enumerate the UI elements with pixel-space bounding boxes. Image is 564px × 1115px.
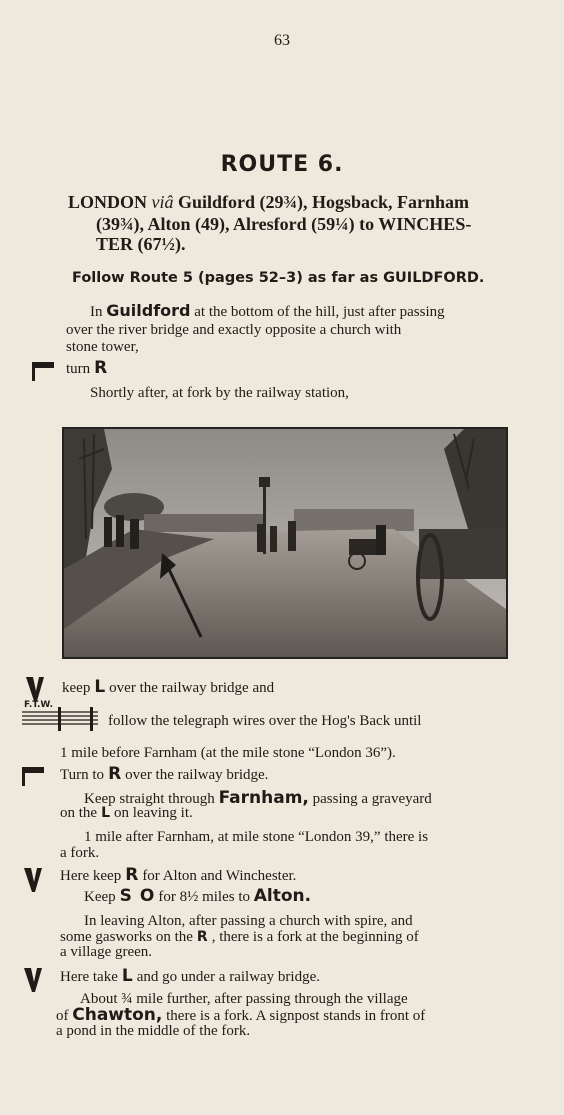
page-number: 63	[274, 32, 290, 49]
leaving-alton-line-1: In leaving Alton, after passing a church with spire, and	[84, 913, 413, 929]
telegraph-line: follow the telegraph wires over the Hog's Back until	[108, 713, 422, 729]
route-description-line-1: LONDON viâ Guildford (29¾), Hogsback, Farnham	[68, 192, 470, 212]
letter-l: L	[94, 677, 106, 697]
letter-o: O	[139, 886, 155, 906]
paragraph-guildford-line-3: stone tower,	[66, 339, 139, 355]
letter-r: R	[108, 764, 122, 784]
leaving-alton-line-2: some gasworks on the R , there is a fork at the beginning of	[60, 929, 419, 945]
after-farnham-line-1: 1 mile after Farnham, at mile stone “London 39,” there is	[84, 829, 429, 845]
letter-r: R	[196, 929, 208, 945]
turn-right-line: turn R	[66, 358, 108, 378]
letter-r: R	[94, 358, 108, 378]
after-farnham-line-2: a fork.	[60, 845, 100, 861]
letter-r: R	[125, 865, 139, 885]
fork-v-icon	[22, 866, 44, 894]
place-alton: Alton.	[253, 886, 312, 906]
paragraph-guildford-line-2: over the river bridge and exactly opposite a church with	[66, 322, 402, 338]
keep-left-line: keep L over the railway bridge and	[62, 677, 275, 697]
keep-straight-line-2: on the L on leaving it.	[60, 805, 193, 821]
keep-straight-line-1: Keep straight through Farnham, passing a graveyard	[84, 788, 432, 808]
turn-right-sign-icon	[30, 360, 56, 382]
here-take-left-line: Here take L and go under a railway bridge.	[60, 966, 321, 986]
shortly-after-line: Shortly after, at fork by the railway station,	[90, 385, 349, 401]
telegraph-label: F.T.W.	[24, 700, 54, 710]
letter-l: L	[101, 805, 110, 821]
here-keep-right-line: Here keep R for Alton and Winchester.	[60, 865, 297, 885]
place-guildford: Guildford	[106, 301, 191, 320]
turn-right-sign-icon	[20, 765, 46, 787]
letter-l: L	[121, 966, 133, 986]
leaving-alton-line-3: a village green.	[60, 944, 153, 960]
about-line-2: of Chawton, there is a fork. A signpost stands in front of	[56, 1005, 426, 1025]
route-description-line-2: (39¾), Alton (49), Alresford (59¼) to WINCHES-	[96, 214, 472, 234]
paragraph-guildford-line-1: In Guildford at the bottom of the hill, just after passing	[90, 301, 445, 320]
fork-v-icon	[22, 966, 44, 994]
about-line-3: a pond in the middle of the fork.	[56, 1023, 251, 1039]
route-description-line-3: TER (67½).	[96, 234, 186, 254]
letter-s: S	[119, 886, 132, 906]
place-farnham: Farnham,	[218, 788, 309, 808]
follow-route-note: Follow Route 5 (pages 52–3) as far as GUILDFORD.	[72, 270, 485, 286]
route-photograph	[62, 427, 508, 659]
about-line-1: About ¾ mile further, after passing through the village	[80, 991, 408, 1007]
mile-before-farnham: 1 mile before Farnham (at the mile stone “London 36”).	[60, 745, 396, 761]
telegraph-wires-icon	[22, 706, 98, 732]
route-title: ROUTE 6.	[220, 152, 344, 177]
turn-to-right-line: Turn to R over the railway bridge.	[60, 764, 269, 784]
place-chawton: Chawton,	[72, 1005, 163, 1025]
keep-straight-on-line: Keep S O for 8½ miles to Alton.	[84, 886, 312, 906]
